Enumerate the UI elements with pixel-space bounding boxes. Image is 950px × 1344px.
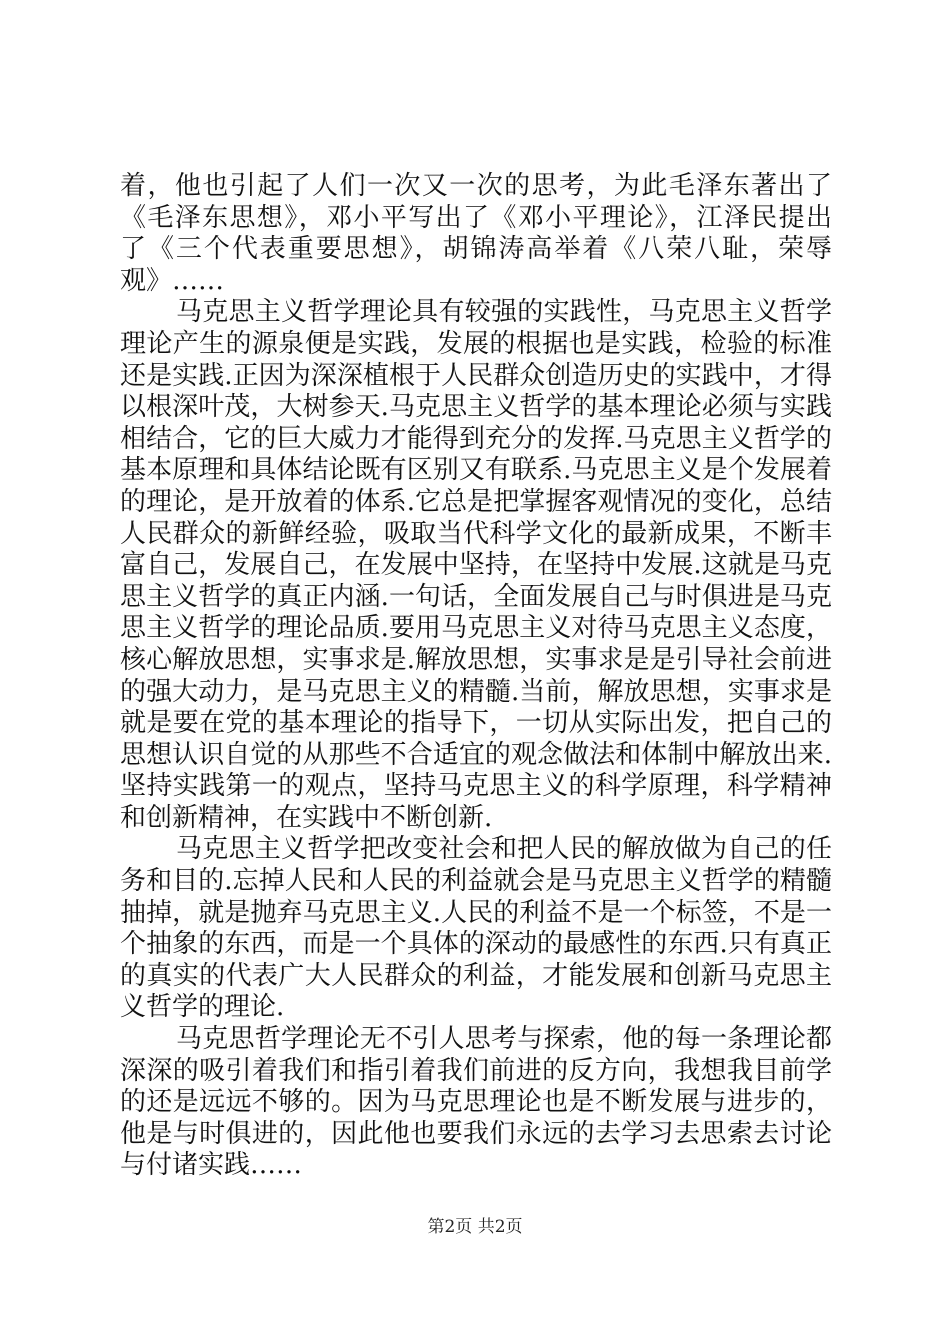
text-line: 义哲学的理论.	[120, 992, 285, 1023]
paragraph	[120, 171, 832, 297]
text-line: 理论产生的源泉便是实践，发展的根据也是实践，检验的标准	[120, 328, 832, 359]
text-line: 的强大动力，是马克思主义的精髓.当前，解放思想，实事求是	[120, 676, 832, 707]
text-line: 富自己，发展自己，在发展中坚持，在坚持中发展.这就是马克	[120, 550, 832, 581]
text-line: 马克思主义哲学把改变社会和把人民的解放做为自己的任	[176, 834, 832, 865]
text-line: 基本原理和具体结论既有区别又有联系.马克思主义是个发展着	[120, 455, 832, 486]
text-line: 他是与时俱进的，因此他也要我们永远的去学习去思索去讨论	[120, 1118, 832, 1149]
text-line: 思想认识自觉的从那些不合适宜的观念做法和体制中解放出来.	[120, 739, 832, 770]
text-line: 深深的吸引着我们和指引着我们前进的反方向，我想我目前学	[120, 1055, 832, 1086]
text-line: 与付诸实践……	[120, 1150, 303, 1181]
paragraph	[120, 1024, 832, 1182]
paragraph	[120, 297, 832, 834]
text-line: 观》……	[120, 265, 225, 296]
text-line: 的理论，是开放着的体系.它总是把掌握客观情况的变化，总结	[120, 486, 832, 517]
text-line: 就是要在党的基本理论的指导下，一切从实际出发，把自己的	[120, 708, 832, 739]
text-line: 抽掉，就是抛弃马克思主义.人民的利益不是一个标签，不是一	[120, 897, 832, 928]
document-body	[120, 171, 832, 1182]
text-line: 马克思哲学理论无不引人思考与探索，他的每一条理论都	[176, 1024, 832, 1055]
paragraph	[120, 834, 832, 1024]
text-line: 的还是远远不够的。因为马克思理论也是不断发展与进步的，	[120, 1087, 832, 1118]
text-line: 还是实践.正因为深深植根于人民群众创造历史的实践中，才得	[120, 360, 832, 391]
text-line: 相结合，它的巨大威力才能得到充分的发挥.马克思主义哲学的	[120, 423, 832, 454]
text-line: 思主义哲学的理论品质.要用马克思主义对待马克思主义态度，	[120, 613, 832, 644]
text-line: 着，他也引起了人们一次又一次的思考，为此毛泽东著出了	[120, 171, 832, 201]
text-line: 马克思主义哲学理论具有较强的实践性，马克思主义哲学	[176, 297, 832, 328]
page-footer	[0, 1216, 950, 1238]
text-line: 和创新精神，在实践中不断创新.	[120, 802, 493, 833]
text-line: 人民群众的新鲜经验，吸取当代科学文化的最新成果，不断丰	[120, 518, 832, 549]
text-line: 务和目的.忘掉人民和人民的利益就会是马克思主义哲学的精髓	[120, 866, 832, 897]
page-number: 第2页 共2页	[427, 1217, 523, 1237]
text-line: 核心解放思想，实事求是.解放思想，实事求是是引导社会前进	[120, 644, 832, 675]
text-line: 了《三个代表重要思想》，胡锦涛高举着《八荣八耻，荣辱	[120, 234, 832, 265]
text-line: 以根深叶茂，大树参天.马克思主义哲学的基本理论必须与实践	[120, 392, 832, 423]
text-line: 思主义哲学的真正内涵.一句话，全面发展自己与时俱进是马克	[120, 581, 832, 612]
text-line: 的真实的代表广大人民群众的利益，才能发展和创新马克思主	[120, 960, 832, 991]
text-line: 个抽象的东西，而是一个具体的深动的最感性的东西.只有真正	[120, 929, 832, 960]
text-line: 坚持实践第一的观点，坚持马克思主义的科学原理，科学精神	[120, 771, 832, 802]
text-line: 《毛泽东思想》，邓小平写出了《邓小平理论》，江泽民提出	[120, 202, 832, 233]
